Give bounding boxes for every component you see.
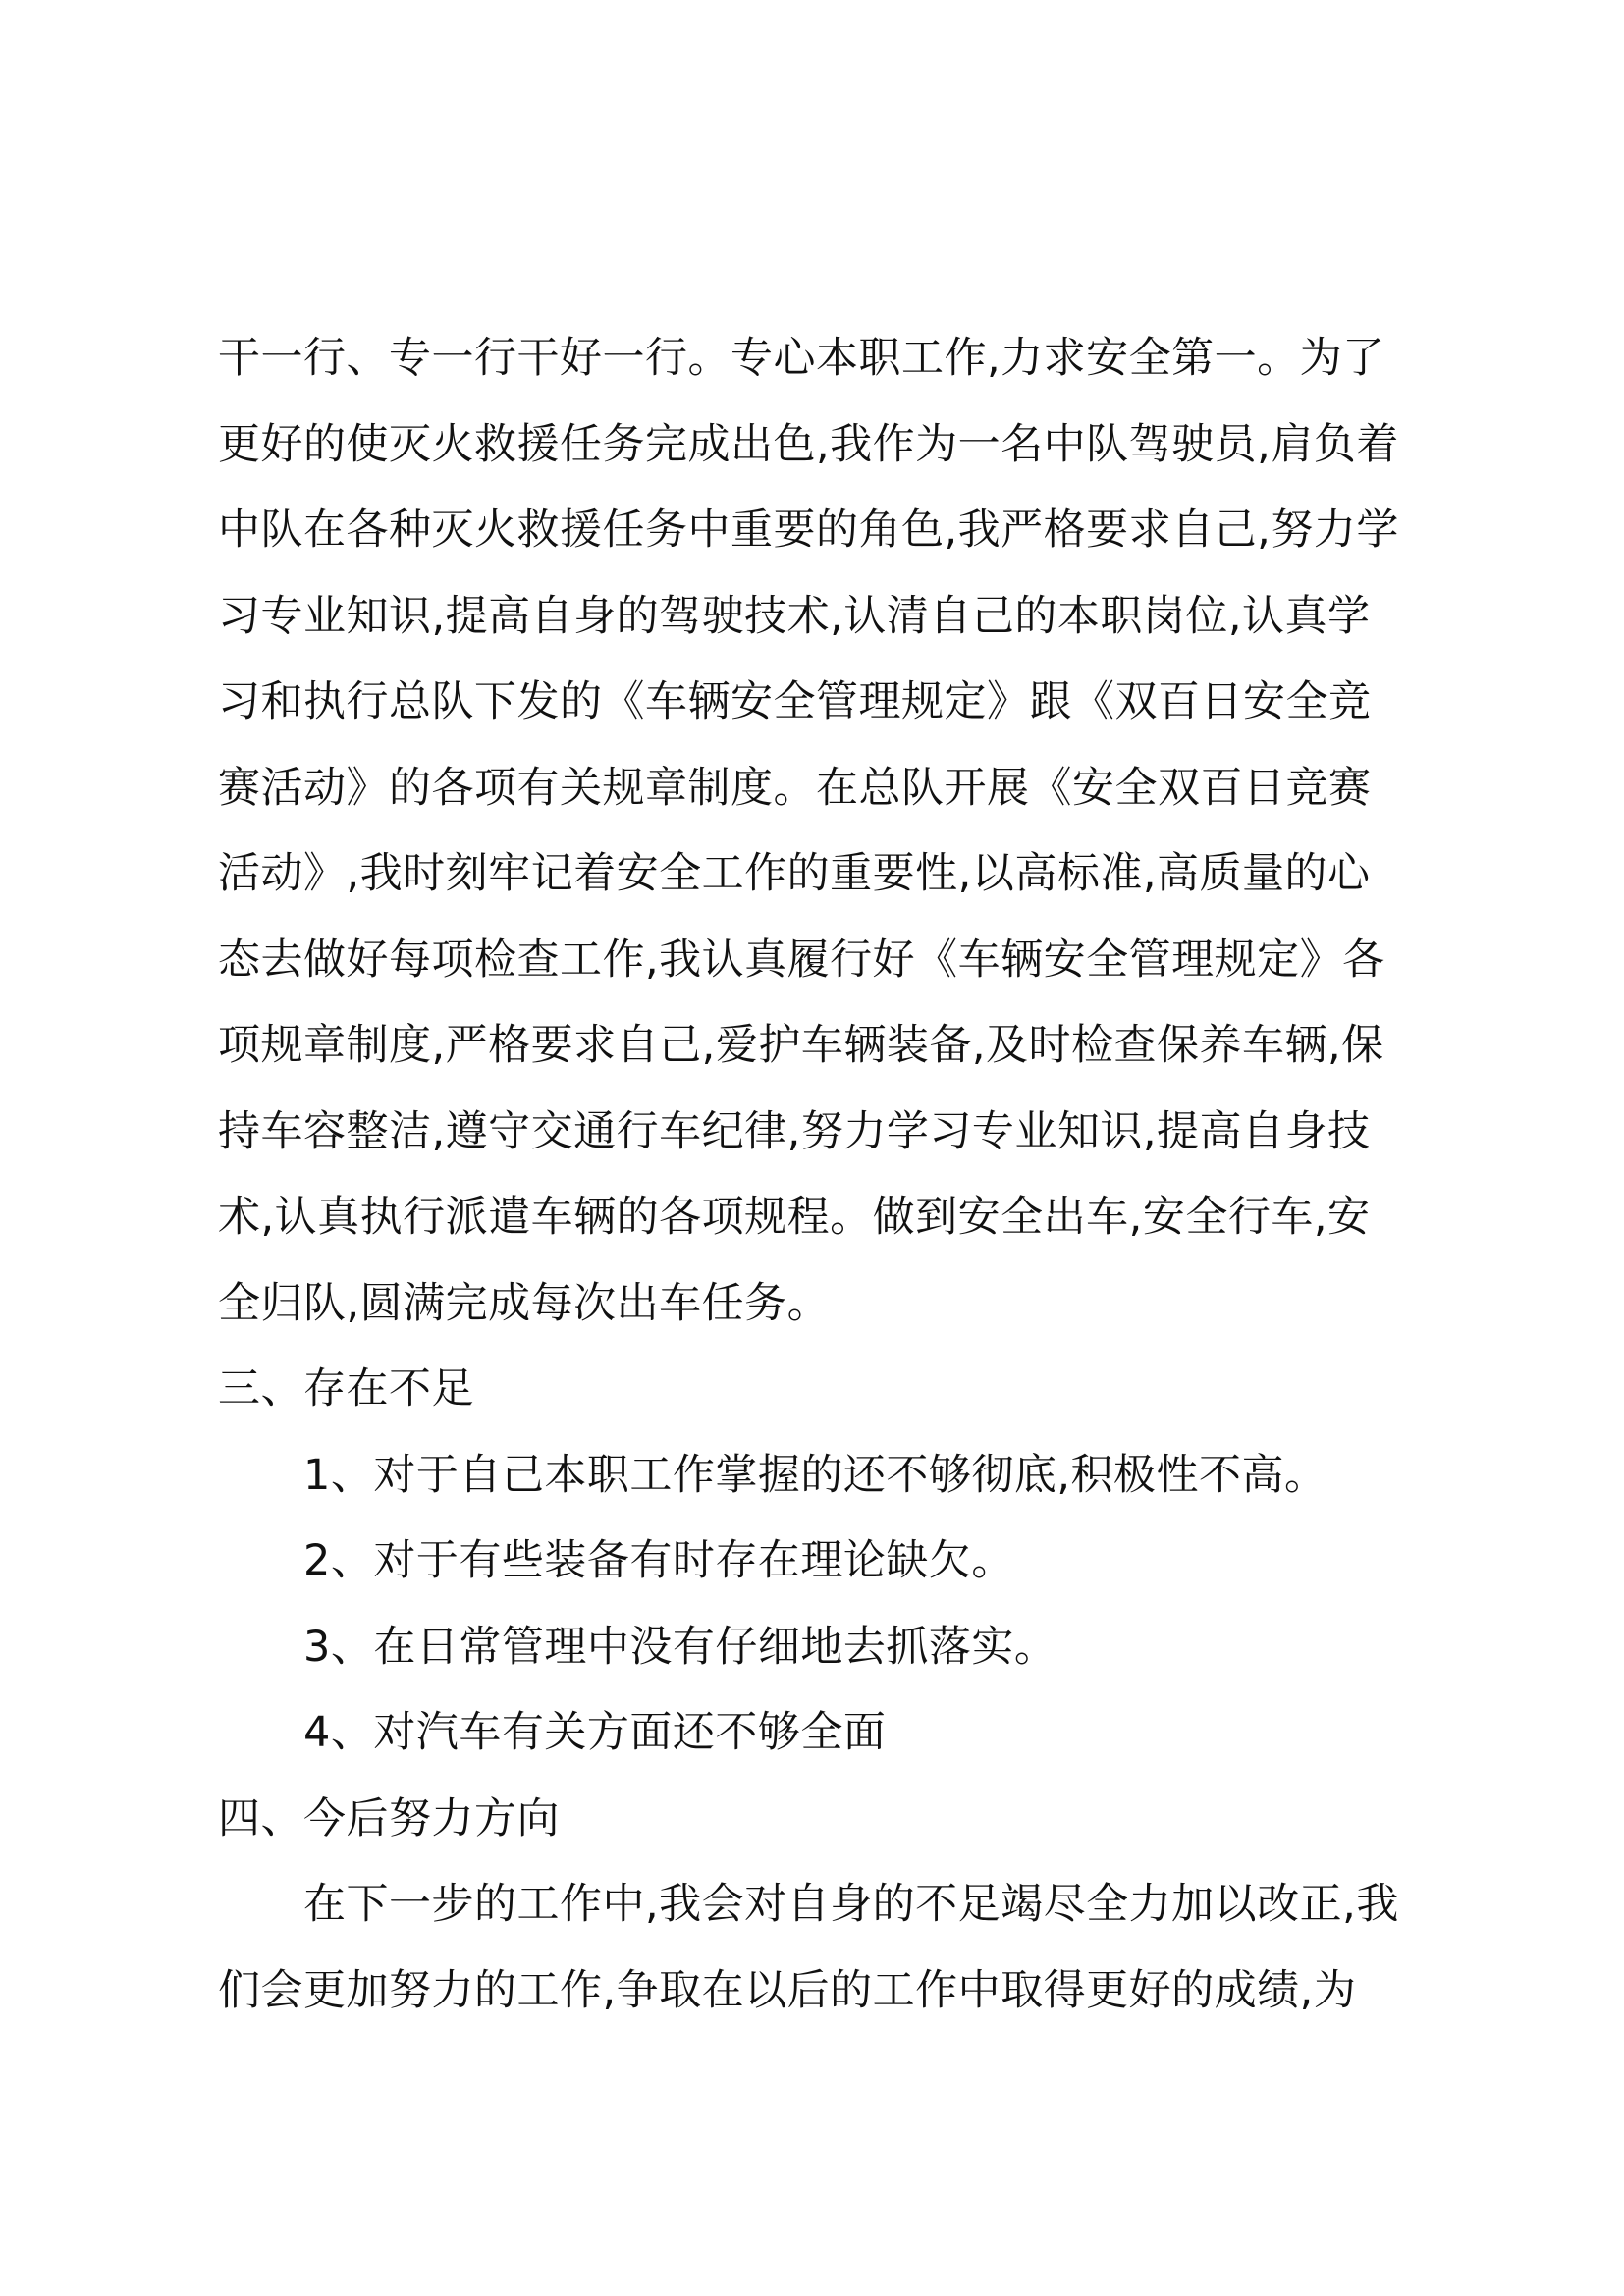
paragraph-line: 全归队,圆满完成每次出车任务。 [218,1278,831,1328]
paragraph-line: 习专业知识,提高自身的驾驶技术,认清自己的本职岗位,认真学 [218,591,1371,641]
paragraph-line: 态去做好每项检查工作,我认真履行好《车辆安全管理规定》各 [218,934,1385,985]
paragraph-line: 中队在各种灭火救援任务中重要的角色,我严格要求自己,努力学 [218,506,1399,555]
paragraph-line: 术,认真执行派遣车辆的各项规程。做到安全出车,安全行车,安 [218,1193,1371,1242]
paragraph-line: 更好的使灭火救援任务完成出色,我作为一名中队驾驶员,肩负着 [218,419,1399,469]
document-body [218,316,1435,2034]
paragraph-line: 项规章制度,严格要求自己,爱护车辆装备,及时检查保养车辆,保 [218,1021,1384,1070]
paragraph-line: 赛活动》的各项有关规章制度。在总队开展《安全双百日竞赛 [218,763,1372,813]
list-item: 3、在日常管理中没有仔细地去抓落实。 [303,1622,1057,1672]
paragraph-line: 在下一步的工作中,我会对自身的不足竭尽全力加以改正,我 [303,1880,1399,1929]
list-item: 1、对于自己本职工作掌握的还不够彻底,积极性不高。 [303,1450,1327,1500]
paragraph-line: 干一行、专一行干好一行。专心本职工作,力求安全第一。为了 [218,334,1385,383]
section-heading-shortcomings: 三、存在不足 [218,1364,474,1414]
list-item: 2、对于有些装备有时存在理论缺欠。 [303,1536,1014,1585]
paragraph-line: 活动》,我时刻牢记着安全工作的重要性,以高标准,高质量的心 [218,849,1371,898]
list-item: 4、对汽车有关方面还不够全面 [303,1708,887,1757]
paragraph-line: 习和执行总队下发的《车辆安全管理规定》跟《双百日安全竞 [218,677,1372,726]
section-heading-future-direction: 四、今后努力方向 [218,1793,560,1843]
paragraph-line: 持车容整洁,遵守交通行车纪律,努力学习专业知识,提高自身技 [218,1106,1371,1156]
paragraph-line: 们会更加努力的工作,争取在以后的工作中取得更好的成绩,为 [218,1965,1357,2015]
